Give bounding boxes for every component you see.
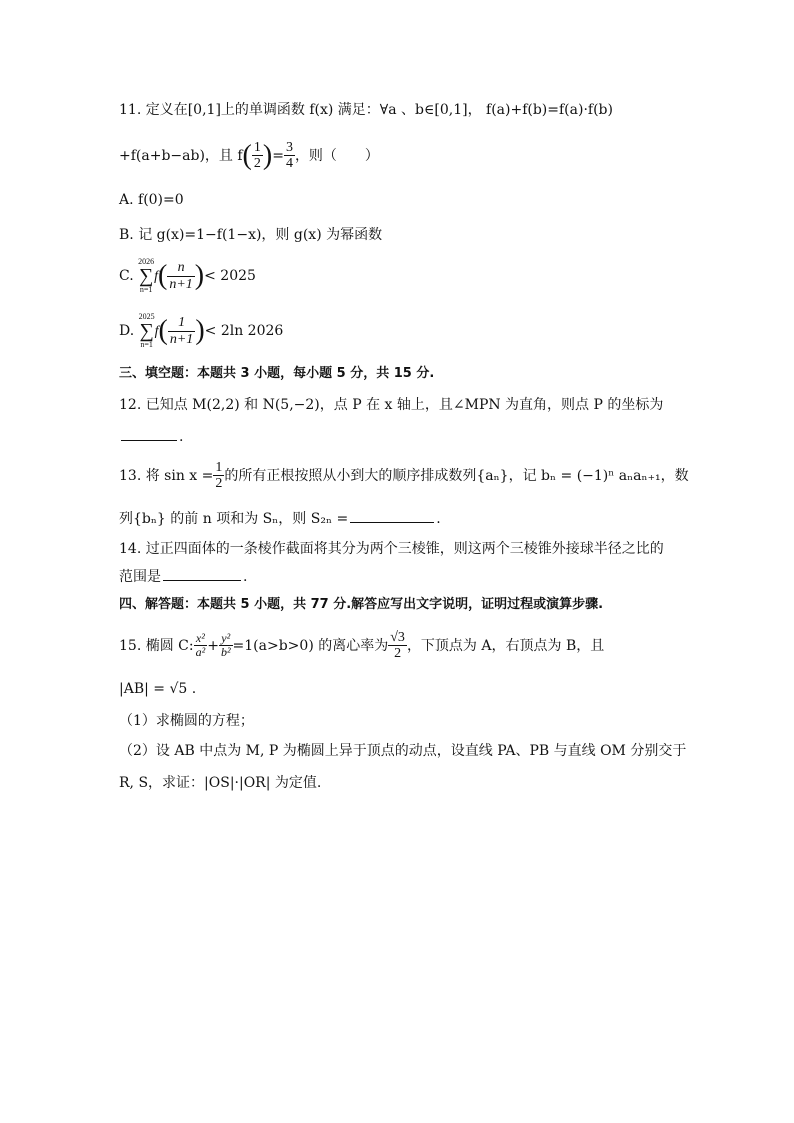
- q12-period: .: [179, 429, 184, 445]
- q11-option-b: B. 记 g(x)=1−f(1−x)，则 g(x) 为幂函数: [119, 227, 383, 243]
- q11-option-c: C. 2026 ∑ n=1 f( $\frac{n}{n+1}$ )< 2025: [119, 257, 256, 294]
- q12-line1: 12. 已知点 M(2,2) 和 N(5,−2)，点 P 在 x 轴上，且∠MPN 为直角，则点 P 的坐标为: [119, 397, 664, 413]
- q15-frac-x: $\frac{\text{x²}}{\text{a²}}$: [195, 631, 206, 660]
- q13-line2-text: 列{bₙ} 的前 n 项和为 Sₙ，则 S₂ₙ =: [119, 511, 349, 527]
- q15-part1: （1）求椭圆的方程；: [119, 713, 254, 729]
- option-c-label: C.: [119, 268, 134, 284]
- section-3-heading: 三、填空题：本题共 3 小题，每小题 5 分，共 15 分.: [119, 366, 435, 381]
- option-d-tail: < 2ln 2026: [204, 323, 284, 339]
- q14-line1: 14. 过正四面体的一条棱作截面将其分为两个三棱锥，则这两个三棱锥外接球半径之比的: [119, 541, 664, 557]
- q13-end: 的所有正根按照从小到大的顺序排成数列{aₙ}，记 bₙ = (−1)ⁿ aₙaₙ₊₁，数: [224, 467, 689, 484]
- q13-start: 13. 将 sin x =: [119, 467, 214, 484]
- q15-line1: [119, 630, 694, 662]
- q14-line2-text: 范围是: [119, 569, 161, 585]
- q13-period: .: [436, 511, 441, 527]
- q15-plus: +: [207, 637, 219, 654]
- q11-line1: 11. 定义在[0,1]上的单调函数 f(x) 满足：∀a 、b∈[0,1]， f(a)+f(b)=f(a)·f(b): [119, 102, 613, 118]
- option-c-tail: < 2025: [204, 268, 256, 284]
- q15-ecc-text: =1(a>b>0) 的离心率为: [232, 637, 389, 654]
- q11-line2: +f(a+b−ab)，且 f( $\frac{1}{2}$ )= $\frac{3}{4}$ ，则（ ）: [119, 139, 379, 172]
- q15-frac-y: $\frac{\text{y²}}{\text{b²}}$: [220, 631, 231, 660]
- q15-start: 15. 椭圆 C:: [119, 637, 194, 654]
- option-c-frac: $\frac{n}{n+1}$: [169, 260, 193, 292]
- q15-line2: |AB| = √5 .: [119, 681, 197, 697]
- option-d-label: D.: [119, 323, 135, 339]
- q14-period: .: [243, 569, 248, 585]
- q11-line2-end: ，则（ ）: [294, 147, 379, 164]
- option-d-sum: 2025 ∑ n=1: [138, 312, 155, 349]
- q14-line2: [119, 570, 694, 584]
- q11-line2-start: +f(a+b−ab)，且 f: [119, 147, 243, 164]
- section-4-heading: 四、解答题：本题共 5 小题，共 77 分.解答应写出文字说明，证明过程或演算步骤.: [119, 597, 604, 612]
- q15-frac-eccentricity: $\frac{√3}{2}$: [390, 630, 405, 662]
- option-c-f: f: [154, 269, 159, 284]
- q11-option-a: A. f(0)=0: [119, 192, 184, 208]
- q11-frac-half: $\frac{1}{2}$: [253, 140, 261, 172]
- q15-end: ，下顶点为 A，右顶点为 B，且: [406, 637, 605, 654]
- q14-answer-blank[interactable]: [163, 579, 241, 581]
- option-d-frac: $\frac{1}{n+1}$: [169, 315, 194, 347]
- q11-frac-three-quarters: $\frac{3}{4}$: [285, 140, 293, 172]
- q15-part2-line2: R, S，求证：|OS|·|OR| 为定值.: [119, 775, 322, 791]
- q11-equals: =: [272, 147, 284, 164]
- q13-frac-half: $\frac{1}{2}$: [215, 460, 223, 492]
- q13-line2: [119, 512, 694, 526]
- q12-answer-blank[interactable]: [121, 439, 177, 441]
- q13-line1: [119, 460, 694, 492]
- q12-line2: [119, 430, 694, 444]
- q11-option-d: D. 2025 ∑ n=1 f( $\frac{1}{n+1}$ )< 2ln 2026: [119, 312, 284, 349]
- q15-part2-line1: （2）设 AB 中点为 M, P 为椭圆上异于顶点的动点，设直线 PA、PB 与直线 OM 分别交于: [119, 743, 687, 759]
- option-c-sum: 2026 ∑ n=1: [138, 257, 155, 294]
- option-d-f: f: [154, 324, 159, 339]
- q13-answer-blank[interactable]: [350, 521, 434, 523]
